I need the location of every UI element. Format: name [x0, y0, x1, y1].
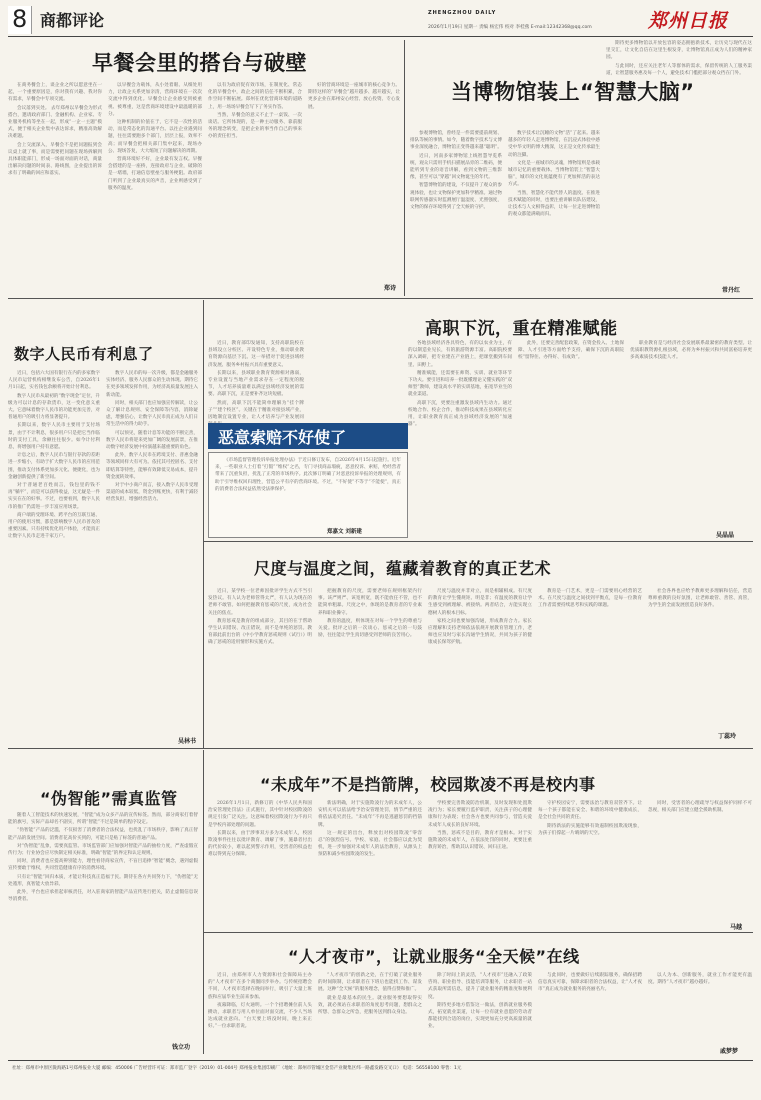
headline-campus-bullying: “未成年”不是挡箭牌，校园欺凌不再是校内事: [260, 775, 596, 794]
byline-vocational: 吴晶晶: [716, 532, 735, 539]
issue-meta: 2026年1月19日 星期一 责编 杨宏伟 校对 李桂燕 E-mail:12342368@qq.com: [428, 25, 592, 30]
headline-museum: 当博物馆装上“智慧大脑”: [451, 80, 695, 104]
byline-fake-ai: 钱立功: [172, 1044, 191, 1051]
article-fake-ai-col: 随着人工智能技术的快速发展，“智能”成为众多产品的宣传标签。然而，部分商家打着智能的旗号，实际产品却名不副实，所谓“智能”不过是简单的程序设定。 “伪智能”产品的泛滥，不仅损害了消费者的合法权益，也扰乱了市场秩序，影响了真正智能产品的发展空间。消费者花高价买到的，可能只是贴了标签的普通产品。 对“伪智能”乱象，需要真监管。市场监管部门应加强对智能产品的抽检力度，严查虚假宣传行为；行业协会应尽快制定相关标准，明确“智能”的界定和认定规则。 同时，消费者也应提高辨别能力，理性看待商家宣传，不盲目追捧“智能”概念，遇到虚假宣传要敢于维权，共同营造健康有序的消费环境。 只有让“智能”回归本质，才能让科技真正造福于民。期待在各方共同努力下，“伪智能”无处遁形，真智能大放异彩。 此外，平台也应承担起审核责任，对入驻商家的智能产品宣传进行把关，防止虚假信息误导消费者。: [8, 813, 198, 903]
article-education-col-2: 把握教育的尺度，需要老师在规则框架内行事。该严则严、该宽则宽，既不能放任不管，也不能简单粗暴。尺度之中，体现的是教育者的专业素养和职业操守。 教育的温度，则体现在对每一个学生的尊重与关爱。批评之后的一次谈心、惩戒之后的一句鼓励，往往能让学生真切感受到老师的良苦用心。: [318, 589, 422, 639]
article-bullying-col-1: 2026年1月1日，新修订的《中华人民共和国治安管理处罚法》正式施行，其中针对校园欺凌的规定引发广泛关注。这意味着校园欺凌行为不再只是学校内部处理的问题。 长期以来，由于涉事双方多为未成年人，校园欺凌事件往往以批评教育、调解了事，施暴者付出的代价较小，难以起到警示作用，受害者的权益也难以得到充分保障。: [208, 801, 312, 858]
article-museum-col-2: 数字技术让沉睡的文物“活”了起来。越来越多的年轻人走进博物馆，在沉浸式体验中感受中华文明的博大精深，这正是文化传承最生动的注脚。 文化是一座城市的灵魂，博物馆则是承载城市记忆的重要载体。当博物馆装上“智慧大脑”，城市的文化底蕴便有了更加鲜活的表达方式。 当然，智慧化不能代替人的温度。在推进技术赋能的同时，也要注重讲解员队伍建设，让技术与人文相得益彰，让每一位走进博物馆的观众都能满载而归。: [508, 131, 600, 218]
headline-fake-ai: “伪智能”需真监管: [40, 789, 178, 808]
article-education-col-5: 社会各界也应给予教师更多理解和信任，营造尊师重教的良好氛围，让老师敢管、善管、真管，为学生的全面发展创造良好条件。: [648, 589, 752, 609]
headline-talent-night-market: “人才夜市”，让就业服务“全天候”在线: [288, 947, 580, 966]
newspaper-logo: 郑州日报: [648, 10, 729, 32]
headline-digital-rmb: 数字人民币有利息了: [14, 345, 154, 363]
article-talent-col-4: 与此同时，也要做好后续跟踪服务，确保招聘信息真实可靠，保障求职者的合法权益，让“人才夜市”真正成为就业服务的亮丽名片。: [538, 973, 642, 993]
article-museum-col-3: 期待更多博物馆以开放包容的姿态拥抱新技术，让历史与现代在这里交汇，让文化自信在这里生根发芽，让博物馆真正成为人们的精神家园。 与此同时，还应关注老年人等群体的需求，保留传统的人工服务渠道，让智慧服务惠及每一个人，避免技术门槛把部分观众挡在门外。: [606, 41, 752, 76]
divider-row-1: [8, 298, 753, 299]
headline-malicious-claims: 恶意索赔不好使了: [218, 428, 347, 447]
brand-roman: ZHENGZHOU DAILY: [428, 10, 497, 16]
article-bullying-col-5: 同时，受害者的心理疏导与权益保护同样不可忽视，相关部门应建立健全援助机制。: [648, 801, 752, 814]
article-talent-col-1: 近日，由郑州市人力资源和社会保障局主办的“人才夜市”在多个商圈同步举办。与传统招聘会不同，人才夜市选择在晚间举行，吸引了大量上班族和应届毕业生前来参加。 夜幕降临，灯火通明。一个个招聘摊位前人头攒动，求职者与用人单位面对面交流，不少人当场达成就业意向。“白天要上班没时间，晚上来正好。”一位求职者说。: [208, 973, 312, 1030]
byline-museum: 常丹红: [722, 287, 741, 294]
section-name: 商都评论: [40, 11, 105, 30]
article-talent-col-3: 除了时间上的灵活，“人才夜市”还融入了政策咨询、职业指导、技能培训等服务，让求职者一站式获取所需信息，提升了就业服务的精准度和便利度。 期待更多地方借鉴这一做法，创新就业服务模式，拓宽就业渠道，让每一位有就业意愿的劳动者都能找到合适的岗位，实现更加充分更高质量的就业。: [428, 973, 532, 1030]
banner-malicious-claims: [208, 423, 408, 449]
header-rule: [8, 36, 753, 37]
divider-row-2: [204, 541, 753, 542]
divider-left-bottom: [203, 750, 204, 1054]
article-education-col-3: 尺度与温度并非对立，而是相辅相成。有尺度的教育让学生懂规矩、明是非；有温度的教育让学生感受到被理解、被接纳。两者结合，方能实现立德树人的根本目标。 家校之间也要加强沟通，形成教育合力。家长应理解和支持老师依法依规开展教育管理工作，老师也应及时与家长沟通学生情况，共同为孩子的健康成长保驾护航。: [428, 589, 532, 646]
article-vocational-col-1: 近日，教育部印发通知，支持高职院校在县域设立分校区、开设特色专业，推动职业教育资源向基层下沉。这一举措对于促进县域经济发展、服务乡村振兴具有重要意义。 长期以来，县域职业教育资源相对薄弱，专业设置与当地产业需求存在一定程度的脱节，人才培养质量难以满足县域经济发展的需要。高职下沉，正是要补齐这块短板。 然而，高职下沉不能简单理解为“挂个牌子”“建个校区”。关键在于精准对接县域产业，因地制宜设置专业，让人才培养与产业发展同: [208, 341, 304, 421]
article-breakfast-col-2: 以早餐会为载体，从小处着眼、从细处用力，让政企关系更加亲清，营商环境在一次次交流中得到优化。早餐会让企业感受到被重视、被尊重，这是营商环境建设中最温暖的部分。 这种机制的价值在于，它不是一次性的活动，而是常态化的沟通平台。以往企业遇到问题，往往需要跑多个部门，层层上报，效率不高；而早餐会把相关部门集中起来，现场办公、现场答复，大大缩短了问题解决的周期。 营商环境好不好，企业最有发言权。早餐会搭建的是一座桥，连接政府与企业，破除的是一堵墙，打通信息壁垒与服务梗阻。政府部门听到了企业最真实的声音，企业则感受到了服务的温度。: [108, 83, 202, 191]
headline-education: 尺度与温度之间，蕴藏着教育的真正艺术: [254, 559, 552, 578]
divider-row-3: [8, 748, 753, 749]
article-education-col-4: 教育是一门艺术，更是一门需要用心经营的艺术。在尺度与温度之间找到平衡点，是每一位教育工作者需要持续思考和实践的课题。: [538, 589, 642, 609]
article-breakfast-col-4: 好的营商环境是一座城市的核心竞争力。期待这样的“早餐会”越开越多、越开越实，让更多企业在郑州安心经营、放心投资、专心发展。: [308, 83, 400, 110]
headline-breakfast-meeting: 早餐会里的搭台与破壁: [92, 51, 307, 75]
article-museum-col-1: 参观博物馆，曾经是一件需要提前规划、排队等候的事情。如今，随着数字技术与文博事业深度融合，博物馆正变得越来越“聪明”。 近日，河南多家博物馆上线智慧导览系统，观众只需用手机扫描展品旁的二维码，便能听到专业的语音讲解，看到文物的三维影像，甚至可以“穿越”回文物诞生的年代。 智慧博物馆的建设，不仅提升了观众的参观体验，也让文物保护更加科学精准。通过物联网传感器实时监测展厅温湿度、光照强度，文物的保存环境得到了全天候的守护。: [410, 131, 502, 211]
article-bullying-col-3: 学校要完善欺凌防治机制，及时发现和处置欺凌行为；家长要履行监护职责，关注孩子的心理健康和行为表现；社会各方也要共同参与，营造关爱未成年人成长的良好环境。 当然，惩戒不是目的，教育才是根本。对于实施欺凌的未成年人，在依法处罚的同时，更要注重教育矫治，帮助其认识错误、回归正途。: [428, 801, 532, 851]
byline-talent: 戚梦梦: [720, 1048, 739, 1055]
article-breakfast-col-3: 以有为政府促有效市场，在制度化、常态化的早餐会中，政企之间的信任不断积累，合作空间不断拓展。郑州在优化营商环境的道路上，用一场场早餐会写下了务实作答。 当然，早餐会的意义不止于一桌饭、一次谈话。它所体现的，是一种主动服务、靠前服务的理念转变，是把企业的事当作自己的事来办的责任担当。: [208, 83, 302, 140]
divider-left-mid: [203, 300, 204, 748]
article-education-col-1: 近日，某学校一位老师因批评学生方式不当引发热议。有人认为老师管得太严，有人认为现在的老师不敢管。如何把握教育惩戒的尺度，成为社会关注的焦点。 教育惩戒是教育的组成部分，其目的在于帮助学生认识错误、改正错误，而不是单纯的惩罚。教育部此前出台的《中小学教育惩戒规则（试行）》明确了惩戒的适用情形和实施方式。: [208, 589, 312, 646]
byline-malicious-claims: 郑嘉文 刘新建: [327, 529, 362, 535]
article-bullying-col-2: 新法明确，对于实施欺凌行为的未成年人，公安机关可以依法给予治安管理处罚，情节严重的还将依法追究责任。“未成年”不再是逃避惩罚的挡箭牌。 这一规定的出台，释放出对校园欺凌“零容忍”的强烈信号。学校、家庭、社会都应以此为契机，进一步加强对未成年人的法治教育，从源头上预防和减少校园欺凌的发生。: [318, 801, 422, 858]
footer-imprint: 社址：郑州市中原区陇海路1号郑州报业大厦 邮编：450006 广告经营许可证：郑市监广登字（2019）01-004号 郑州报业集团印刷厂（地址：郑州市管城区金岱产业聚集区纬一路鑫发路交叉口） 电话：56558100 零售：1元: [12, 1066, 462, 1071]
page-number: 8: [12, 5, 28, 33]
page-number-box: [8, 6, 32, 34]
footer-rule: [8, 1060, 753, 1061]
article-talent-col-5: 以人为本、创新服务，就业工作才能更有温度。期待“人才夜市”越办越好。: [648, 973, 752, 986]
article-digital-rmb-col-2: 数字人民币的每一次升级，都是金融服务实体经济、服务人民群众的生动体现。期待它在更多领域发挥作用，为经济高质量发展注入新动能。 同时，相关部门也应加强宣传解读，让公众了解计息规则、安全保障等内容，消除疑虑，增强信心，让数字人民币真正成为人们日常生活中的得力助手。 可以预见，随着计息等功能的不断完善，数字人民币将迎来更加广阔的发展前景，在推动数字经济发展中扮演越来越重要的角色。 此外，数字人民币在跨境支付、普惠金融等领域同样大有可为。依托其可控匿名、支付即结算等特性，能够有效降低交易成本，提升资金流转效率。 对于中小商户而言，接入数字人民币受理渠道的成本较低，资金到账更快，有利于减轻经营负担，增强经营活力。: [106, 371, 198, 503]
divider-row-4: [204, 932, 753, 933]
headline-vocational: 高职下沉，重在精准赋能: [425, 319, 618, 339]
byline-digital-rmb: 吴林书: [178, 738, 197, 745]
byline-campus-bullying: 马越: [730, 924, 743, 931]
byline-breakfast: 郑诗: [384, 285, 397, 292]
article-breakfast-col-1: 在商务餐会上，谈企业之所以愿意坐在一起，一个重要原因是，你对我有兴趣、我对你有需求，早餐会中专项交流。 会议落到实处。 去年郑州以早餐会为形式搭台，邀请政府部门、金融机构、企业家、专业服务机构等坐在一起，形成“一企一主题”模式，便于相关企业集中表达诉求，精准高效解决难题。 会上交流深入，早餐会不是把问题报到会议桌上就了事，而是需要把问题在现场拆解到具体职能部门，形成一场面对面的对话，商量出解决问题的时间表、路线图，企业提出的诉求有了明确的回应和落实。: [8, 83, 102, 177]
article-bullying-col-4: 守护校园安宁，需要法治与教育双管齐下。让每一个孩子都能在安全、和谐的环境中健康成长，是全社会共同的责任。 期待新法的实施能够有效遏制校园欺凌现象，为孩子们撑起一片晴朗的天空。: [538, 801, 642, 836]
article-vocational-col-2: 各地县域经济各具特色，有的以农业为主，有的以制造业见长，有的旅游资源丰富。高职院校要深入调研，把专业建在产业链上，把课堂搬到车间里、田野上。 精准赋能，还需要在师资、实训、就业等环节下功夫。要引进和培养一批既懂理论又懂实践的“双师型”教师，建设高水平的实训基地，拓宽毕业生的就业渠道。 高职下沉，更要注重激发县域内生动力。通过校地合作、校企合作，推动科技成果在县域转化应用，让职业教育真正成为县域经济发展的“加速器”。: [408, 341, 512, 428]
box-malicious-claims: [208, 452, 408, 538]
box-malicious-claims-text: 《市场监督管理投诉举报处理办法》于近日修订发布，自2026年4月15日起施行。近年来，一些职业人士打着“打假”“维权”之名，专门寻找商品瑕疵，恶意投诉、索赔，给经营者带来了沉重负担，扰乱了正常的市场秩序。此次修订明确了对恶意投诉举报的处理规则，有助于引导维权回归理性，营造公平有序的营商环境。不过，“不好使”不等于“不能使”，真正的消费者合法权益依然受法律保护。: [215, 458, 401, 492]
article-digital-rmb-col-1: 近日，包括六大国有银行在内的多家数字人民币运营机构相继发布公告，自2026年1月1日起，实名钱包余额将开始计付利息。 数字人民币从最初的“数字现金”定位，升级为可以计息的存款货币，这一变化意义重大。它意味着数字人民币的功能更加完善，对普通用户的吸引力将显著提升。 长期以来，数字人民币主要用于支付场景，由于不计利息，很多用户只是把它当作临时的支付工具，余额往往很少。如今计付利息，将增强用户持有意愿。 计息之后，数字人民币与银行存款的差距进一步缩小，有助于扩大数字人民币的应用范围，推动支付体系更加多元化、便捷化，也为金融创新提供了新空间。 对于普通老百姓而言，钱包里的钱不再“躺平”，而是可以获得收益，这无疑是一件实实在在的好事。不过，也要看到，数字人民币的推广仍需进一步丰富应用场景。 商户端的受理环境、跨平台的互联互通、用户的使用习惯，都是影响数字人民币普及的重要因素。只有持续优化用户体验，才能真正让数字人民币走进千家万户。: [8, 371, 100, 540]
divider-top-center: [404, 40, 405, 296]
article-vocational-col-4: 职业教育是与经济社会发展联系最紧密的教育类型。让优质职教资源扎根县域，必将为乡村振兴和共同富裕培养更多高素质技术技能人才。: [630, 341, 752, 361]
article-vocational-col-3: 此外，还要完善配套政策，在资金投入、土地保障、人才引进等方面给予支持，确保下沉的高职院校“留得住、办得好、有成效”。: [518, 341, 624, 361]
byline-education: 丁蕊玲: [718, 733, 737, 740]
article-talent-col-2: “人才夜市”的创新之处，在于打破了就业服务的时间限制，让求职者在下班后也能找工作、谋发展。这种“全天候”的服务理念，值得点赞和推广。 就业是最基本的民生。就业服务要想取得实效，就必须站在求职者的角度思考问题，想群众之所想、急群众之所急，把服务送到群众身边。: [318, 973, 422, 1016]
